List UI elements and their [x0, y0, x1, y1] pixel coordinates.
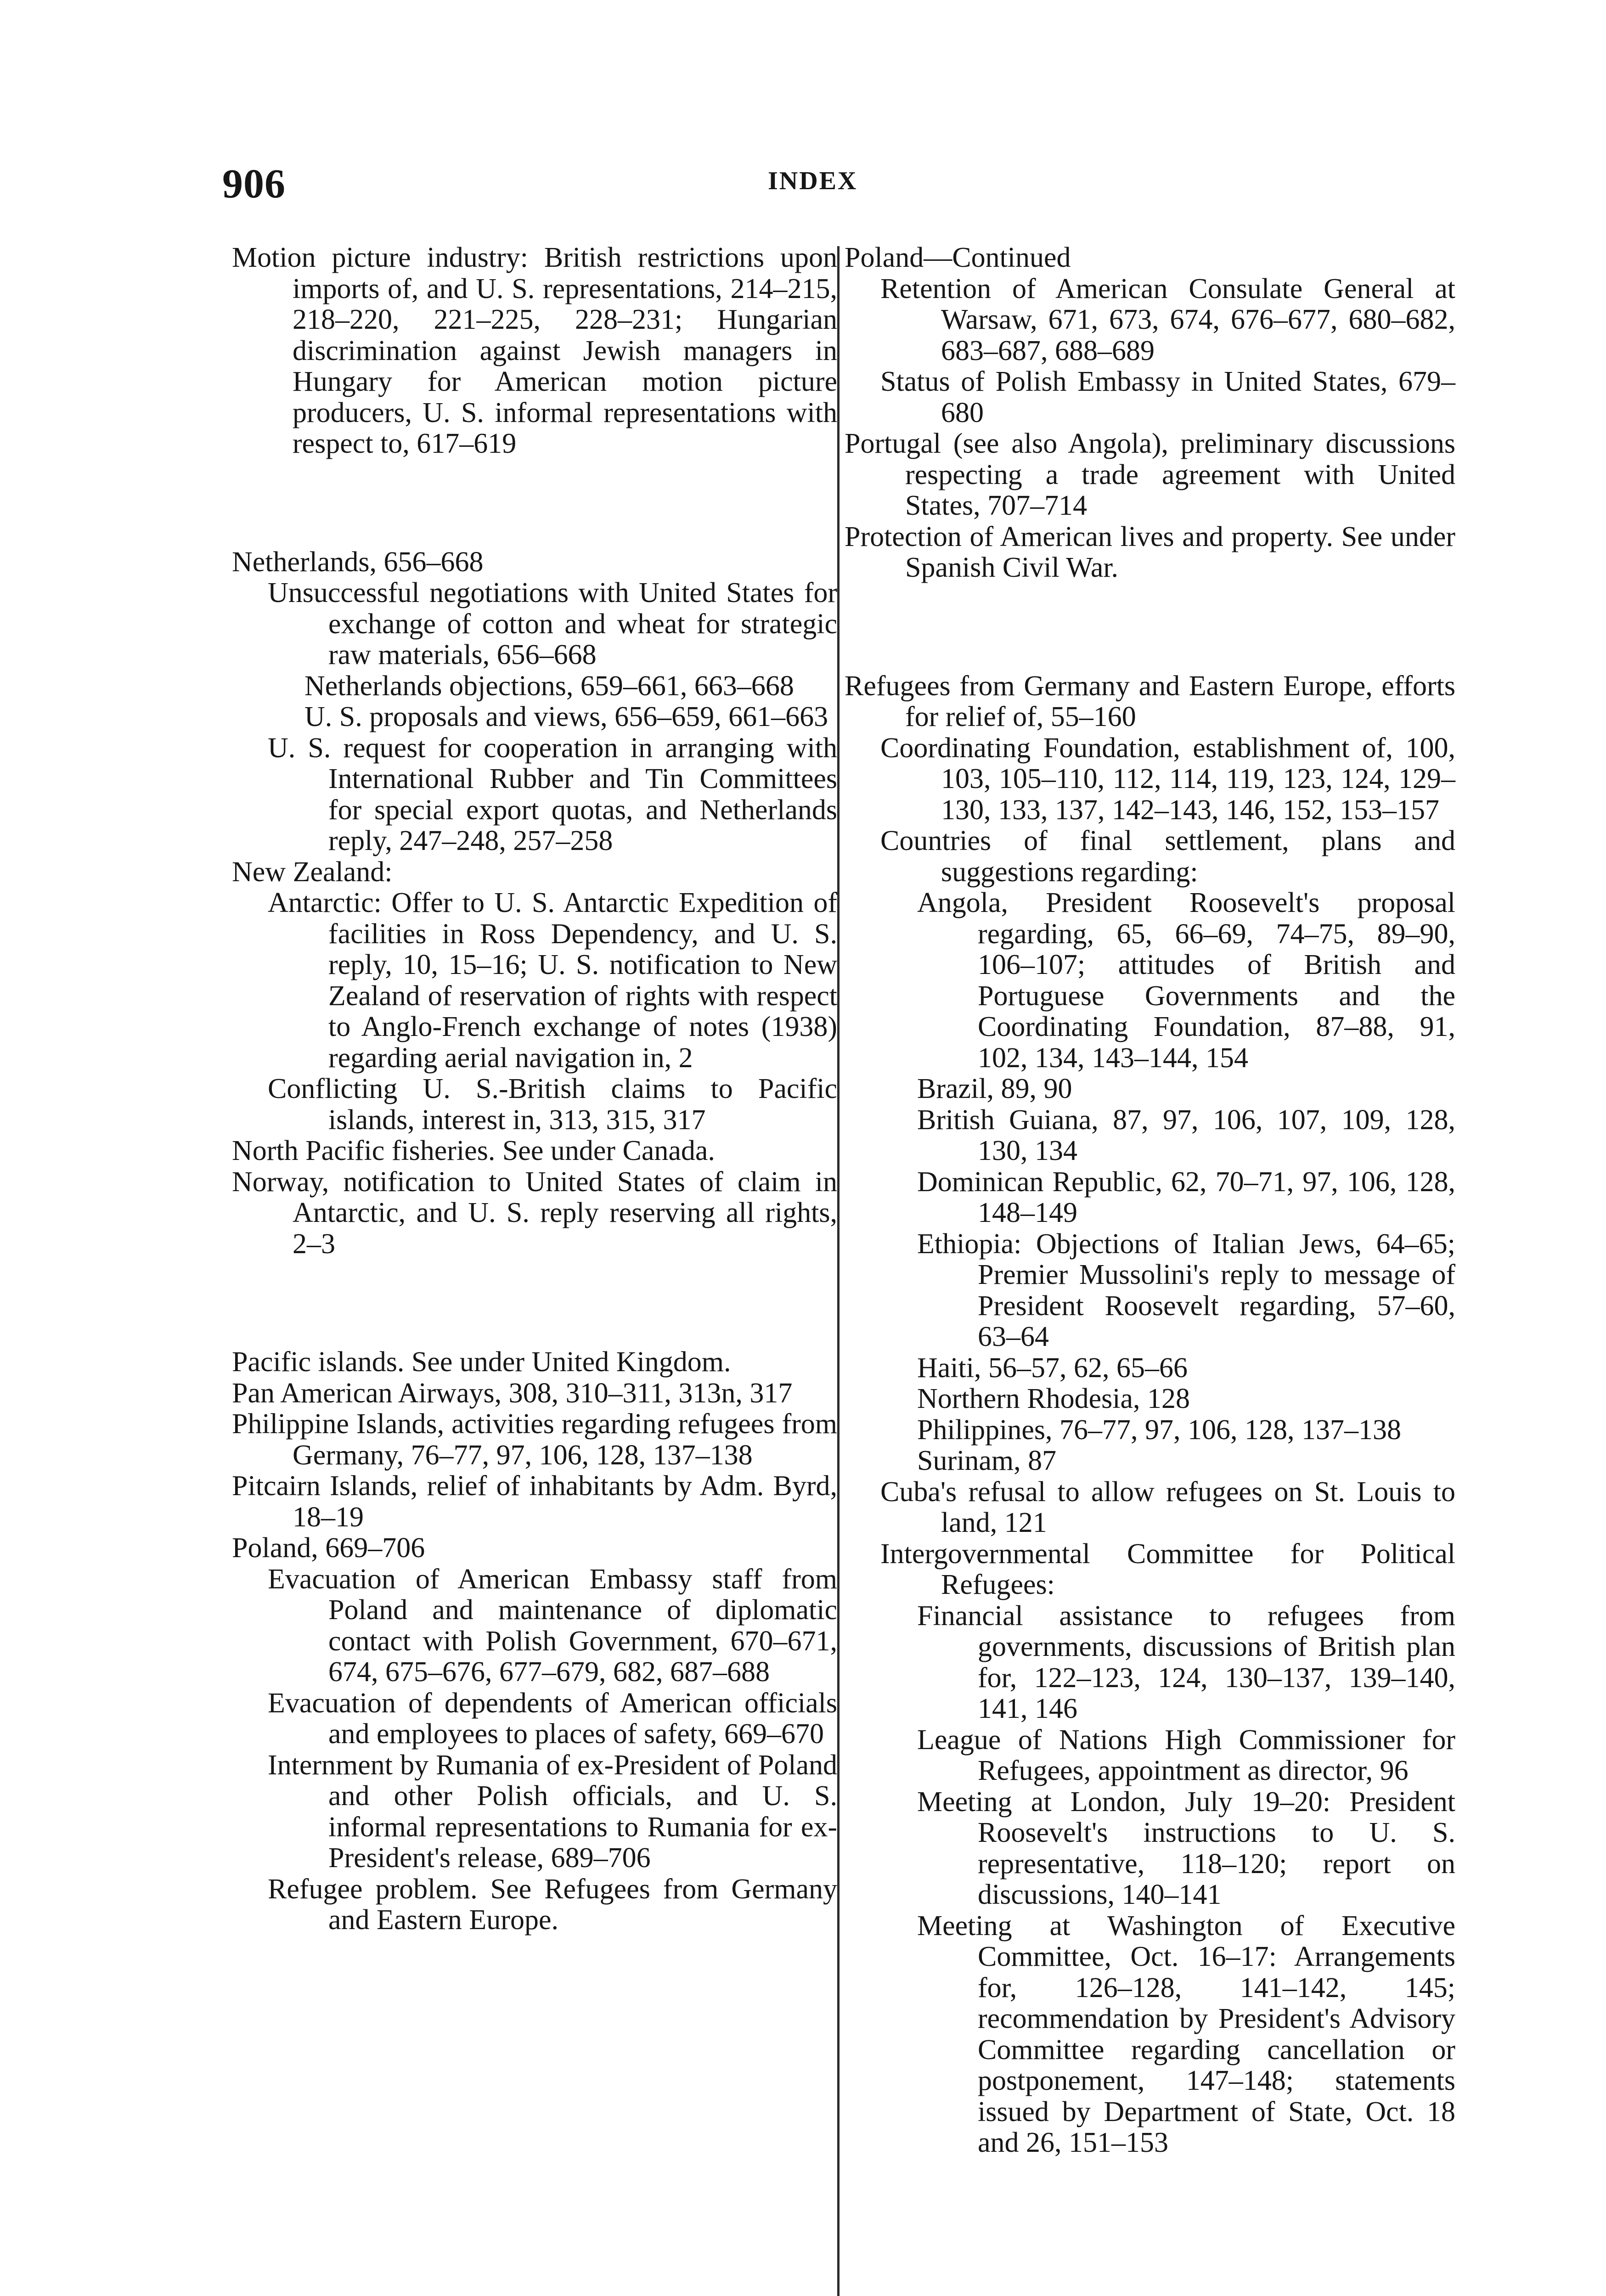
- column-divider: [837, 246, 840, 2296]
- index-heading: Pan American Airways, 308, 310–311, 313n, 317: [232, 1377, 793, 1409]
- index-subentry: Netherlands objections, 659–661, 663–668: [304, 670, 794, 702]
- index-subentry: Angola, President Roosevelt's proposal regarding, 65, 66–69, 74–75, 89–90, 106–107; attitudes of British and Portuguese Governments and the Coordinating Foundation, 87–88, 91, 102, 134, 143–144, 154: [917, 887, 1455, 1074]
- index-subentry: League of Nations High Commissioner for Refugees, appointment as director, 96: [917, 1724, 1455, 1786]
- index-subentry: Brazil, 89, 90: [917, 1073, 1072, 1104]
- index-subentry: Surinam, 87: [917, 1445, 1057, 1476]
- index-subentry: Refugee problem. See Refugees from Germany and Eastern Europe.: [268, 1873, 837, 1936]
- page-number: 906: [222, 161, 286, 207]
- running-head: INDEX: [768, 167, 858, 195]
- index-subentry: Dominican Republic, 62, 70–71, 97, 106, 128, 148–149: [917, 1166, 1455, 1228]
- right-column: [845, 242, 1455, 2159]
- index-heading: Poland, 669–706: [232, 1532, 425, 1564]
- index-subentry: Unsuccessful negotiations with United States for exchange of cotton and wheat for strategic raw materials, 656–668: [268, 577, 837, 670]
- index-heading: Protection of American lives and property. See under Spanish Civil War.: [845, 521, 1455, 583]
- index-subentry: Antarctic: Offer to U. S. Antarctic Expedition of facilities in Ross Dependency, and U. S. reply, 10, 15–16; U. S. notification to New Zealand of reservation of rights with respect to Anglo-French exchange of notes (1938) regarding aerial navigation in, 2: [268, 887, 837, 1074]
- index-subentry: Meeting at Washington of Executive Committee, Oct. 16–17: Arrangements for, 126–128, 141–142, 145; recommendation by President's Advisory Committee regarding cancellation or postponement, 147–148; statements issued by Department of State, Oct. 18 and 26, 151–153: [917, 1910, 1455, 2158]
- index-subentry: Coordinating Foundation, establishment of, 100, 103, 105–110, 112, 114, 119, 123, 124, 129–130, 133, 137, 142–143, 146, 152, 153–157: [880, 732, 1455, 826]
- left-column: [232, 242, 837, 1936]
- index-subentry: Intergovernmental Committee for Political Refugees:: [880, 1538, 1455, 1600]
- index-subentry: Status of Polish Embassy in United States, 679–680: [880, 366, 1455, 428]
- index-heading: Netherlands, 656–668: [232, 546, 484, 578]
- index-subentry: British Guiana, 87, 97, 106, 107, 109, 128, 130, 134: [917, 1104, 1455, 1166]
- section-gap: [845, 612, 1455, 642]
- index-heading: Pitcairn Islands, relief of inhabitants by Adm. Byrd, 18–19: [232, 1470, 837, 1533]
- index-heading: New Zealand:: [232, 856, 393, 888]
- index-heading: North Pacific fisheries. See under Canada.: [232, 1135, 715, 1166]
- index-subentry: Haiti, 56–57, 62, 65–66: [917, 1352, 1188, 1384]
- index-subentry: Philippines, 76–77, 97, 106, 128, 137–138: [917, 1414, 1402, 1446]
- index-subentry: Evacuation of dependents of American officials and employees to places of safety, 669–670: [268, 1687, 837, 1750]
- index-subentry: Retention of American Consulate General at Warsaw, 671, 673, 674, 676–677, 680–682, 683–687, 688–689: [880, 273, 1455, 366]
- index-subentry: Ethiopia: Objections of Italian Jews, 64–65; Premier Mussolini's reply to message of President Roosevelt regarding, 57–60, 63–64: [917, 1228, 1455, 1352]
- index-heading: Motion picture industry: British restrictions upon imports of, and U. S. representations, 214–215, 218–220, 221–225, 228–231; Hungarian discrimination against Jewish managers in Hungary for American motion picture producers, U. S. informal representations with respect to, 617–619: [232, 242, 837, 459]
- index-heading: Norway, notification to United States of claim in Antarctic, and U. S. reply reserving all rights, 2–3: [232, 1166, 837, 1260]
- index-heading: Portugal (see also Angola), preliminary discussions respecting a trade agreement with United States, 707–714: [845, 428, 1455, 521]
- index-heading: Poland—Continued: [845, 242, 1071, 273]
- index-subentry: Internment by Rumania of ex-President of Poland and other Polish officials, and U. S. informal representations to Rumania for ex-President's release, 689–706: [268, 1749, 837, 1874]
- index-subentry: Countries of final settlement, plans and suggestions regarding:: [880, 825, 1455, 888]
- index-subentry: Financial assistance to refugees from governments, discussions of British plan for, 122–123, 124, 130–137, 139–140, 141, 146: [917, 1600, 1455, 1724]
- index-subentry: Evacuation of American Embassy staff from Poland and maintenance of diplomatic contact with Polish Government, 670–671, 674, 675–676, 677–679, 682, 687–688: [268, 1563, 837, 1688]
- index-subentry: Conflicting U. S.-British claims to Pacific islands, interest in, 313, 315, 317: [268, 1073, 837, 1136]
- index-subentry: U. S. request for cooperation in arranging with International Rubber and Tin Committees for special export quotas, and Netherlands reply, 247–248, 257–258: [268, 732, 837, 856]
- index-heading: Pacific islands. See under United Kingdom.: [232, 1346, 731, 1378]
- index-subentry: Cuba's refusal to allow refugees on St. Louis to land, 121: [880, 1476, 1455, 1538]
- index-heading: Philippine Islands, activities regarding refugees from Germany, 76–77, 97, 106, 128, 137–138: [232, 1408, 837, 1471]
- index-subentry: U. S. proposals and views, 656–659, 661–663: [304, 701, 828, 732]
- index-subentry: Meeting at London, July 19–20: President Roosevelt's instructions to U. S. representative, 118–120; report on discussions, 140–141: [917, 1786, 1455, 1910]
- index-heading: Refugees from Germany and Eastern Europe, efforts for relief of, 55–160: [845, 670, 1455, 732]
- section-gap: [232, 488, 837, 518]
- index-subentry: Northern Rhodesia, 128: [917, 1383, 1190, 1414]
- section-gap: [232, 1288, 837, 1318]
